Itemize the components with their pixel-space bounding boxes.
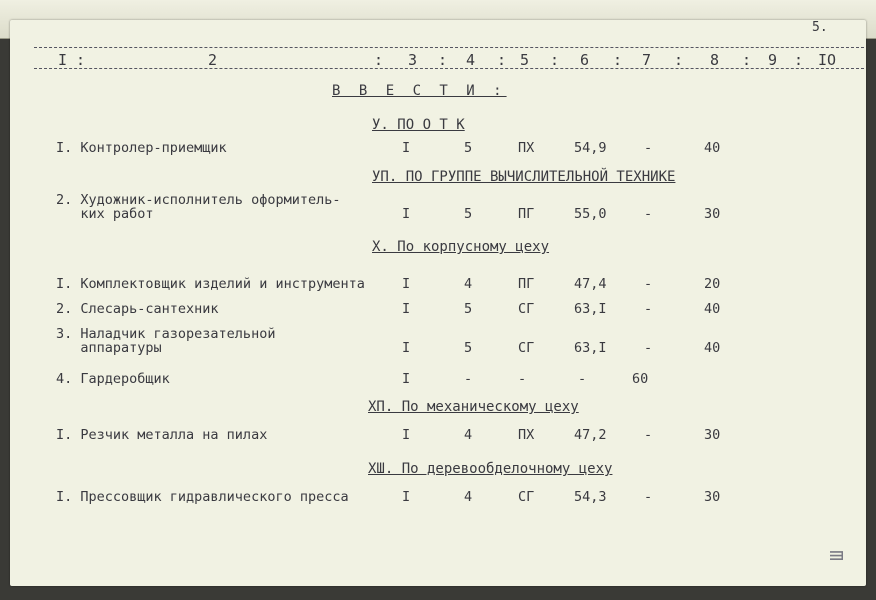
row-cell: 30	[704, 206, 721, 222]
row-cell: СГ	[518, 340, 535, 356]
row-name: 4. Гардеробщик	[56, 371, 170, 387]
row-cell: I	[402, 340, 411, 356]
header-rule-bottom	[34, 68, 864, 69]
header-rule-top	[34, 47, 864, 48]
row-cell: 5	[464, 206, 473, 222]
col-sep: :	[674, 51, 684, 69]
row-cell: 54,3	[574, 489, 607, 505]
row-name: I. Прессовщик гидравлического пресса	[56, 489, 349, 505]
col-sep: :	[742, 51, 752, 69]
row-cell: 5	[464, 301, 473, 317]
section-heading: Х. По корпусному цеху	[372, 239, 550, 255]
row-cell: ПГ	[518, 276, 535, 292]
row-cell: I	[402, 371, 411, 387]
document-page	[10, 20, 866, 586]
col-head-5: 5	[520, 51, 530, 69]
section-heading: УП. ПО ГРУППЕ ВЫЧИСЛИТЕЛЬНОЙ ТЕХНИКЕ	[372, 169, 676, 185]
row-cell: I	[402, 427, 411, 443]
row-cell: -	[644, 301, 653, 317]
row-cell: -	[644, 140, 653, 156]
row-cell: 5	[464, 140, 473, 156]
row-cell: 47,2	[574, 427, 607, 443]
col-sep: :	[438, 51, 448, 69]
row-name: 2. Художник-исполнитель оформитель- ких работ	[56, 192, 341, 222]
row-cell: СГ	[518, 301, 535, 317]
section-heading: ХП. По механическому цеху	[368, 399, 579, 415]
row-name: I. Контролер-приемщик	[56, 140, 227, 156]
row-cell: 20	[704, 276, 721, 292]
row-cell: ПГ	[518, 206, 535, 222]
row-cell: 5	[464, 340, 473, 356]
row-cell: 4	[464, 489, 473, 505]
row-cell: 4	[464, 427, 473, 443]
section-heading: У. ПО О Т К	[372, 117, 465, 133]
page-number: 5.	[812, 20, 828, 35]
col-head-6: 6	[580, 51, 590, 69]
row-cell: -	[644, 427, 653, 443]
row-cell: ПХ	[518, 427, 535, 443]
row-cell: -	[518, 371, 527, 387]
col-sep: :	[76, 51, 86, 69]
row-cell: 4	[464, 276, 473, 292]
row-cell: 54,9	[574, 140, 607, 156]
col-head-4: 4	[466, 51, 476, 69]
row-cell: 40	[704, 140, 721, 156]
row-cell: 63,I	[574, 340, 607, 356]
row-cell: -	[644, 340, 653, 356]
row-cell: -	[644, 489, 653, 505]
row-cell: 63,I	[574, 301, 607, 317]
col-head-1: I	[58, 51, 68, 69]
col-head-3: 3	[408, 51, 418, 69]
col-sep: :	[613, 51, 623, 69]
col-sep: :	[497, 51, 507, 69]
row-cell: I	[402, 489, 411, 505]
section-heading: ХШ. По деревообделочному цеху	[368, 461, 613, 477]
row-cell: -	[644, 206, 653, 222]
row-cell: 40	[704, 301, 721, 317]
col-head-9: 9	[768, 51, 778, 69]
col-head-10: IO	[818, 51, 837, 69]
row-cell: 60	[632, 371, 649, 387]
row-cell: ПХ	[518, 140, 535, 156]
row-cell: 55,0	[574, 206, 607, 222]
row-name: I. Комплектовщик изделий и инструмента	[56, 276, 365, 292]
row-cell: 30	[704, 489, 721, 505]
col-head-2: 2	[208, 51, 218, 69]
col-sep: :	[794, 51, 804, 69]
document-title: В В Е С Т И :	[332, 83, 507, 99]
col-sep: :	[550, 51, 560, 69]
col-head-7: 7	[642, 51, 652, 69]
col-head-8: 8	[710, 51, 720, 69]
handwritten-mark: Ш	[827, 550, 848, 561]
row-cell: I	[402, 206, 411, 222]
col-sep: :	[374, 51, 384, 69]
row-cell: -	[578, 371, 587, 387]
row-cell: 30	[704, 427, 721, 443]
row-cell: I	[402, 276, 411, 292]
row-cell: СГ	[518, 489, 535, 505]
row-cell: 47,4	[574, 276, 607, 292]
row-cell: -	[644, 276, 653, 292]
row-cell: -	[464, 371, 473, 387]
row-cell: 40	[704, 340, 721, 356]
row-cell: I	[402, 301, 411, 317]
row-name: I. Резчик металла на пилах	[56, 427, 268, 443]
row-name: 3. Наладчик газорезательной аппаратуры	[56, 326, 276, 356]
row-cell: I	[402, 140, 411, 156]
row-name: 2. Слесарь-сантехник	[56, 301, 219, 317]
